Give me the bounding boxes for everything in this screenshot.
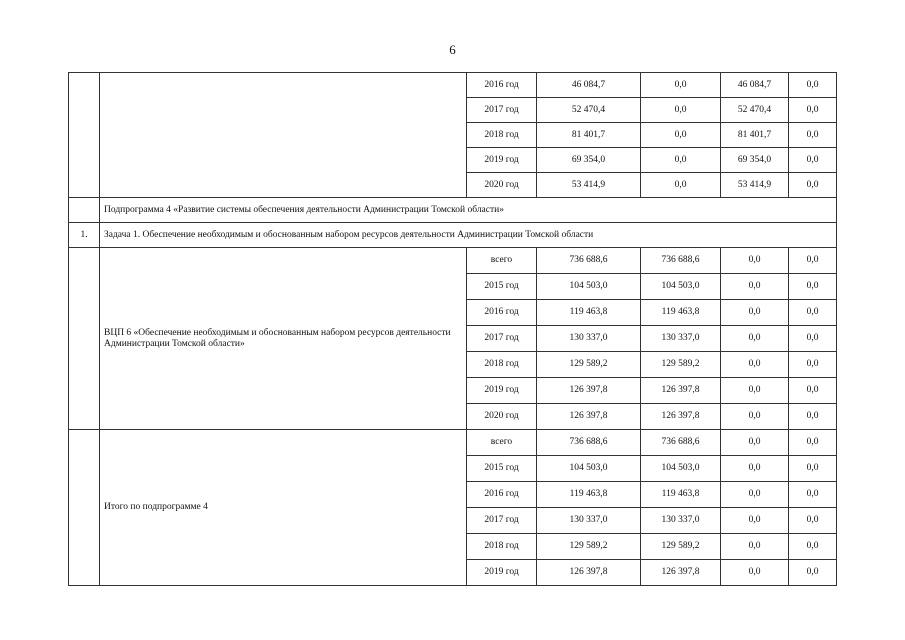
- value-cell: 53 414,9: [721, 173, 789, 198]
- value-cell: 69 354,0: [537, 148, 641, 173]
- value-cell: 130 337,0: [537, 326, 641, 352]
- value-cell: 119 463,8: [641, 482, 721, 508]
- year-cell: 2018 год: [467, 352, 537, 378]
- value-cell: 129 589,2: [641, 352, 721, 378]
- value-cell: 104 503,0: [537, 274, 641, 300]
- value-cell: 53 414,9: [537, 173, 641, 198]
- value-cell: 130 337,0: [641, 326, 721, 352]
- value-cell: 0,0: [721, 274, 789, 300]
- value-cell: 126 397,8: [537, 560, 641, 586]
- value-cell: 0,0: [721, 404, 789, 430]
- value-cell: 130 337,0: [641, 508, 721, 534]
- value-cell: 0,0: [789, 73, 837, 98]
- year-cell: 2019 год: [467, 560, 537, 586]
- itogo-title: Итого по подпрограмме 4: [100, 430, 467, 586]
- value-cell: 0,0: [789, 300, 837, 326]
- value-cell: 129 589,2: [537, 352, 641, 378]
- year-cell: 2017 год: [467, 98, 537, 123]
- value-cell: 0,0: [721, 300, 789, 326]
- year-cell: 2019 год: [467, 378, 537, 404]
- value-cell: 119 463,8: [537, 482, 641, 508]
- year-cell: 2017 год: [467, 508, 537, 534]
- value-cell: 0,0: [789, 456, 837, 482]
- value-cell: 0,0: [721, 508, 789, 534]
- value-cell: 104 503,0: [641, 274, 721, 300]
- value-cell: 0,0: [721, 248, 789, 274]
- value-cell: 0,0: [789, 560, 837, 586]
- table-row: [69, 73, 837, 98]
- value-cell: 0,0: [789, 326, 837, 352]
- value-cell: 736 688,6: [537, 248, 641, 274]
- value-cell: 0,0: [721, 430, 789, 456]
- value-cell: 0,0: [641, 98, 721, 123]
- value-cell: 126 397,8: [641, 560, 721, 586]
- value-cell: 126 397,8: [537, 404, 641, 430]
- value-cell: 130 337,0: [537, 508, 641, 534]
- year-cell: 2016 год: [467, 300, 537, 326]
- value-cell: 104 503,0: [641, 456, 721, 482]
- subprogram-title: Подпрограмма 4 «Развитие системы обеспечения деятельности Администрации Томской области»: [100, 198, 837, 223]
- value-cell: 0,0: [789, 98, 837, 123]
- year-cell: 2015 год: [467, 274, 537, 300]
- number-cell: [69, 73, 100, 198]
- value-cell: 0,0: [789, 378, 837, 404]
- value-cell: 0,0: [789, 430, 837, 456]
- value-cell: 0,0: [789, 534, 837, 560]
- value-cell: 0,0: [721, 560, 789, 586]
- value-cell: 0,0: [789, 508, 837, 534]
- value-cell: 0,0: [789, 352, 837, 378]
- value-cell: 0,0: [721, 534, 789, 560]
- year-cell: 2016 год: [467, 73, 537, 98]
- value-cell: 81 401,7: [537, 123, 641, 148]
- value-cell: 0,0: [641, 73, 721, 98]
- year-cell: 2016 год: [467, 482, 537, 508]
- year-cell: 2020 год: [467, 404, 537, 430]
- value-cell: 126 397,8: [641, 404, 721, 430]
- value-cell: 0,0: [721, 456, 789, 482]
- value-cell: 0,0: [789, 248, 837, 274]
- year-cell: всего: [467, 248, 537, 274]
- value-cell: 129 589,2: [641, 534, 721, 560]
- number-cell: [69, 430, 100, 586]
- value-cell: 0,0: [789, 482, 837, 508]
- value-cell: 129 589,2: [537, 534, 641, 560]
- value-cell: 52 470,4: [721, 98, 789, 123]
- number-cell: [69, 198, 100, 223]
- year-cell: 2018 год: [467, 123, 537, 148]
- value-cell: 0,0: [789, 274, 837, 300]
- year-cell: 2017 год: [467, 326, 537, 352]
- task-number: 1.: [69, 223, 100, 248]
- value-cell: 46 084,7: [537, 73, 641, 98]
- page-number: 6: [449, 42, 456, 57]
- subprogram-row: [69, 198, 837, 223]
- value-cell: 736 688,6: [537, 430, 641, 456]
- year-cell: всего: [467, 430, 537, 456]
- table-row: [69, 248, 837, 274]
- value-cell: 736 688,6: [641, 248, 721, 274]
- value-cell: 119 463,8: [641, 300, 721, 326]
- vcp-title: ВЦП 6 «Обеспечение необходимым и обоснованным набором ресурсов деятельности Администрации Томской области»: [100, 248, 467, 430]
- value-cell: 0,0: [641, 148, 721, 173]
- value-cell: 0,0: [789, 148, 837, 173]
- value-cell: 0,0: [721, 326, 789, 352]
- task-title: Задача 1. Обеспечение необходимым и обоснованным набором ресурсов деятельности Администрации Томской области: [100, 223, 837, 248]
- year-cell: 2020 год: [467, 173, 537, 198]
- task-row: [69, 223, 837, 248]
- value-cell: 69 354,0: [721, 148, 789, 173]
- value-cell: 104 503,0: [537, 456, 641, 482]
- value-cell: 46 084,7: [721, 73, 789, 98]
- table-row: [69, 430, 837, 456]
- value-cell: 0,0: [641, 173, 721, 198]
- budget-table: [68, 72, 837, 586]
- value-cell: 0,0: [641, 123, 721, 148]
- value-cell: 0,0: [789, 404, 837, 430]
- year-cell: 2015 год: [467, 456, 537, 482]
- value-cell: 0,0: [789, 123, 837, 148]
- value-cell: 81 401,7: [721, 123, 789, 148]
- value-cell: 52 470,4: [537, 98, 641, 123]
- name-cell: [100, 73, 467, 198]
- value-cell: 0,0: [721, 378, 789, 404]
- value-cell: 119 463,8: [537, 300, 641, 326]
- year-cell: 2018 год: [467, 534, 537, 560]
- value-cell: 736 688,6: [641, 430, 721, 456]
- value-cell: 0,0: [721, 482, 789, 508]
- year-cell: 2019 год: [467, 148, 537, 173]
- value-cell: 0,0: [789, 173, 837, 198]
- value-cell: 0,0: [721, 352, 789, 378]
- value-cell: 126 397,8: [641, 378, 721, 404]
- number-cell: [69, 248, 100, 430]
- value-cell: 126 397,8: [537, 378, 641, 404]
